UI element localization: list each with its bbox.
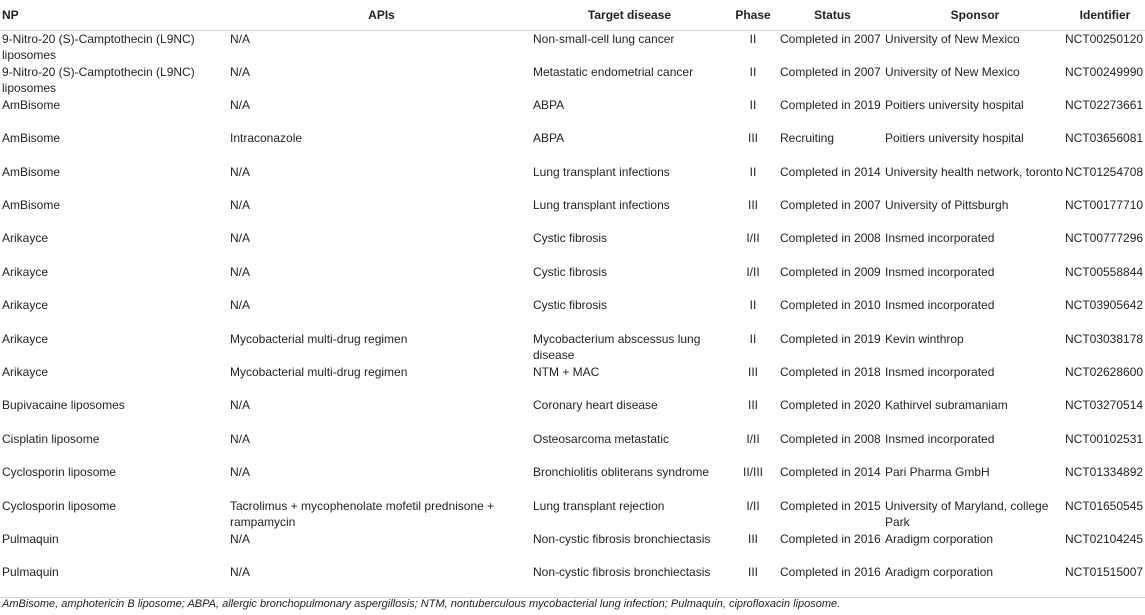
cell-status: Completed in 2007: [780, 198, 881, 213]
cell-phase: III: [726, 564, 780, 597]
table-row: [0, 464, 1145, 497]
cell-identifier: NCT01334892: [1065, 465, 1144, 480]
table-body: [0, 30, 1145, 598]
cell-sponsor: University of New Mexico: [885, 64, 1020, 79]
cell-sponsor: University of Maryland, college Park: [885, 498, 1049, 530]
cell-phase: II/III: [742, 465, 763, 480]
cell-phase: I/II: [746, 231, 760, 246]
cell-identifier: NCT01515007: [1065, 564, 1145, 597]
cell-phase: II: [749, 298, 757, 313]
cell-np: AmBisome: [2, 97, 61, 112]
cell-identifier: NCT00177710: [1065, 198, 1144, 213]
cell-target-disease: ABPA: [533, 131, 565, 146]
cell-identifier: NCT03270514: [1065, 398, 1144, 413]
table-row: [0, 397, 1145, 430]
cell-identifier: NCT00102531: [1065, 431, 1144, 446]
table-row: [0, 431, 1145, 464]
table-row: [0, 230, 1145, 263]
table-row: [0, 164, 1145, 197]
cell-np: Arikayce: [2, 298, 49, 313]
cell-phase: II: [749, 97, 757, 112]
cell-apis: N/A: [230, 398, 251, 413]
cell-target-disease: Lung transplant infections: [533, 164, 670, 179]
cell-status: Completed in 2014: [780, 465, 881, 480]
cell-identifier: NCT00249990: [1065, 64, 1144, 79]
cell-phase: I/II: [746, 431, 760, 446]
cell-phase: III: [747, 365, 758, 380]
cell-identifier: NCT02104245: [1065, 531, 1144, 546]
cell-phase: III: [747, 531, 758, 546]
cell-sponsor: Insmed incorporated: [885, 365, 995, 380]
cell-np: AmBisome: [2, 131, 61, 146]
cell-np: Pulmaquin: [0, 564, 230, 597]
cell-sponsor: Insmed incorporated: [885, 231, 995, 246]
table-row: [0, 564, 1145, 597]
cell-apis: N/A: [230, 431, 251, 446]
cell-status: Completed in 2007: [780, 64, 881, 79]
cell-np: 9-Nitro-20 (S)-Camptothecin (L9NC) liposomes: [2, 31, 195, 62]
cell-sponsor: University of New Mexico: [885, 31, 1020, 46]
cell-phase: I/II: [746, 498, 760, 513]
cell-status: Completed in 2009: [780, 264, 881, 279]
cell-apis: N/A: [230, 231, 251, 246]
cell-target-disease: Bronchiolitis obliterans syndrome: [533, 465, 710, 480]
cell-sponsor: Aradigm corporation: [885, 531, 994, 546]
cell-sponsor: Insmed incorporated: [885, 264, 995, 279]
cell-np: AmBisome: [2, 164, 61, 179]
cell-identifier: NCT00558844: [1065, 264, 1144, 279]
cell-identifier: NCT01254708: [1065, 164, 1144, 179]
cell-np: Arikayce: [2, 365, 49, 380]
header-target-disease: Target disease: [533, 0, 726, 30]
cell-sponsor: Kathirvel subramaniam: [885, 398, 1008, 413]
cell-status: Completed in 2016: [780, 564, 885, 597]
cell-target-disease: Coronary heart disease: [533, 398, 658, 413]
table-row: [0, 264, 1145, 297]
cell-apis: N/A: [230, 198, 251, 213]
cell-np: Cyclosporin liposome: [2, 498, 117, 513]
table-row: [0, 64, 1145, 97]
header-sponsor: Sponsor: [885, 0, 1065, 30]
cell-sponsor: Poitiers university hospital: [885, 97, 1024, 112]
table-row: [0, 97, 1145, 130]
table-row: [0, 498, 1145, 531]
table-row: [0, 130, 1145, 163]
table-row: [0, 531, 1145, 564]
header-phase: Phase: [726, 0, 780, 30]
cell-target-disease: Cystic fibrosis: [533, 264, 608, 279]
cell-identifier: NCT03656081: [1065, 131, 1144, 146]
cell-target-disease: Cystic fibrosis: [533, 231, 608, 246]
header-identifier: Identifier: [1065, 0, 1145, 30]
cell-status: Completed in 2008: [780, 431, 881, 446]
cell-phase: III: [747, 198, 758, 213]
cell-status: Completed in 2020: [780, 398, 881, 413]
table-footnote: AmBisome, amphotericin B liposome; ABPA, allergic bronchopulmonary aspergillosis; NTM, nontuberculous mycobacterial lung infection; Pulmaquin, ciprofloxacin liposome.: [2, 598, 841, 610]
cell-sponsor: Pari Pharma GmbH: [885, 465, 990, 480]
cell-status: Completed in 2016: [780, 531, 881, 546]
cell-identifier: NCT00777296: [1065, 231, 1144, 246]
cell-identifier: NCT03038178: [1065, 331, 1144, 346]
cell-sponsor: Insmed incorporated: [885, 298, 995, 313]
header-np: NP: [0, 0, 230, 30]
cell-apis: N/A: [230, 64, 251, 79]
cell-np: Arikayce: [2, 231, 49, 246]
cell-target-disease: Lung transplant rejection: [533, 498, 665, 513]
cell-target-disease: Lung transplant infections: [533, 198, 670, 213]
cell-status: Completed in 2010: [780, 298, 881, 313]
header-status: Status: [780, 0, 885, 30]
cell-apis: Mycobacterial multi-drug regimen: [230, 365, 408, 380]
cell-status: Completed in 2007: [780, 31, 881, 46]
cell-np: Pulmaquin: [2, 531, 59, 546]
table-row: [0, 197, 1145, 230]
table-header: [0, 0, 1145, 30]
cell-apis: N/A: [230, 298, 251, 313]
cell-status: Completed in 2018: [780, 365, 881, 380]
cell-np: AmBisome: [2, 198, 61, 213]
cell-target-disease: ABPA: [533, 97, 565, 112]
cell-apis: N/A: [230, 531, 251, 546]
table-row: [0, 331, 1145, 364]
table-row: [0, 297, 1145, 330]
cell-phase: II: [749, 331, 757, 346]
cell-target-disease: Metastatic endometrial cancer: [533, 64, 694, 79]
cell-np: Cyclosporin liposome: [2, 465, 117, 480]
cell-apis: N/A: [230, 264, 251, 279]
cell-apis: N/A: [230, 31, 251, 46]
cell-phase: III: [747, 131, 758, 146]
cell-phase: II: [749, 31, 757, 46]
cell-target-disease: Osteosarcoma metastatic: [533, 431, 670, 446]
table-row: [0, 364, 1145, 397]
cell-target-disease: Cystic fibrosis: [533, 298, 608, 313]
cell-apis: Mycobacterial multi-drug regimen: [230, 331, 408, 346]
cell-apis: N/A: [230, 164, 251, 179]
cell-status: Completed in 2019: [780, 331, 881, 346]
cell-status: Completed in 2015: [780, 498, 881, 513]
header-row: [0, 0, 1145, 30]
cell-phase: II: [749, 64, 757, 79]
cell-target-disease: Non-small-cell lung cancer: [533, 31, 675, 46]
cell-np: Cisplatin liposome: [2, 431, 100, 446]
cell-sponsor: University health network, toronto: [885, 164, 1064, 179]
cell-identifier: NCT00250120: [1065, 31, 1144, 46]
table-row: [0, 30, 1145, 64]
cell-status: Recruiting: [780, 131, 835, 146]
cell-np: 9-Nitro-20 (S)-Camptothecin (L9NC) liposomes: [2, 64, 195, 95]
cell-sponsor: Aradigm corporation: [885, 564, 1065, 597]
cell-status: Completed in 2019: [780, 97, 881, 112]
cell-phase: II: [749, 164, 757, 179]
cell-sponsor: Insmed incorporated: [885, 431, 995, 446]
cell-status: Completed in 2014: [780, 164, 881, 179]
cell-identifier: NCT02628600: [1065, 365, 1144, 380]
cell-apis: N/A: [230, 564, 533, 597]
cell-identifier: NCT03905642: [1065, 298, 1144, 313]
cell-np: Bupivacaine liposomes: [2, 398, 125, 413]
cell-apis: N/A: [230, 465, 251, 480]
cell-target-disease: Non-cystic fibrosis bronchiectasis: [533, 531, 711, 546]
cell-np: Arikayce: [2, 331, 49, 346]
cell-apis: Tacrolimus + mycophenolate mofetil prednisone + rampamycin: [230, 498, 495, 530]
cell-sponsor: Kevin winthrop: [885, 331, 964, 346]
cell-phase: III: [747, 398, 758, 413]
cell-status: Completed in 2008: [780, 231, 881, 246]
cell-phase: I/II: [746, 264, 760, 279]
cell-apis: Intraconazole: [230, 131, 303, 146]
header-apis: APIs: [230, 0, 533, 30]
cell-identifier: NCT02273661: [1065, 97, 1144, 112]
cell-target-disease: NTM + MAC: [533, 365, 600, 380]
cell-np: Arikayce: [2, 264, 49, 279]
cell-sponsor: Poitiers university hospital: [885, 131, 1024, 146]
cell-sponsor: University of Pittsburgh: [885, 198, 1009, 213]
cell-apis: N/A: [230, 97, 251, 112]
cell-identifier: NCT01650545: [1065, 498, 1144, 513]
cell-target-disease: Non-cystic fibrosis bronchiectasis: [533, 564, 726, 597]
cell-target-disease: Mycobacterium abscessus lung disease: [533, 331, 701, 363]
